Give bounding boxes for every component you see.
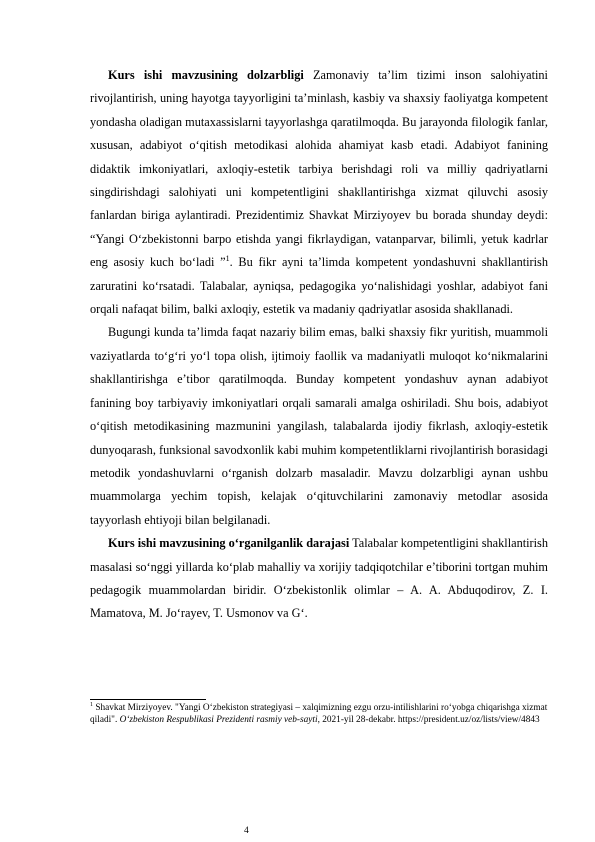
heading-relevance: Kurs ishi mavzusining dolzarbligi xyxy=(108,68,304,82)
footnote-source: O‘zbekiston Respublikasi Prezidenti rasmiy veb-sayti xyxy=(119,715,318,726)
footnote-number: 1 xyxy=(90,701,93,708)
footnote-reference[interactable]: 1 xyxy=(225,254,230,264)
relevance-text: Zamonaviy ta’lim tizimi inson salohiyatini rivojlantirish, uning hayotga tayyorligini ta’minlash, kasbiy va shaxsiy faoliyatga kompetent yondasha oladigan mutaxassislarni tayyorlashga qaratilmoqda. Bu jarayonda filologik fanlar, xususan, adabiyot o‘qitish metodikasi alohida ahamiyat kasb etadi. Adabiyot fanining didaktik imkoniyatlari, axloqiy-estetik tarbiya berishdagi roli va milliy qadriyatlarni singdirishdagi salohiyati uni kompetentligini shakllantirishga xizmat qiluvchi asosiy fanlardan biriga aylantiradi. Prezidentimiz Shavkat Mirziyoyev bu borada shunday deydi: “Yangi O‘zbekistonni barpo etishda yangi fikrlaydigan, vatanparvar, bilimli, yetuk kadrlar eng asosiy kuch bo‘ladi ” xyxy=(90,68,548,270)
footnote-divider xyxy=(90,699,206,700)
paragraph-relevance xyxy=(90,64,548,321)
footnote xyxy=(90,702,548,726)
footnote-date-url: , 2021-yil 28-dekabr. https://president.uz/oz/lists/view/4843 xyxy=(317,715,540,726)
page-number: 4 xyxy=(244,826,249,836)
paragraph-today: Bugungi kunda ta’limda faqat nazariy bilim emas, balki shaxsiy fikr yuritish, muammoli vaziyatlarda to‘g‘ri yo‘l topa olish, ijtimoiy faollik va madaniyatli muloqot ko‘nikmalarini shakllantirishga e’tibor qaratilmoqda. Bunday kompetent yondashuv aynan adabiyot fanining boy tarbiyaviy imkoniyatlari orqali samarali amalga oshiriladi. Shu bois, adabiyot o‘qitish metodikasining mazmunini yangilash, talabalarda ijodiy fikrlash, axloqiy-estetik dunyoqarash, funksional savodxonlik kabi muhim kompetentliklarni rivojlantirish borasidagi metodik yondashuvlarni o‘rganish dolzarb masaladir. Mavzu dolzarbligi aynan ushbu muammolarga yechim topish, kelajak o‘qituvchilarini zamonaviy metodlar asosida tayyorlash ehtiyoji bilan belgilanadi. xyxy=(90,325,548,527)
paragraph-study-level xyxy=(90,532,548,626)
page-body xyxy=(90,64,548,626)
study-level-text: Talabalar kompetentligini shakllantirish masalasi so‘nggi yillarda ko‘plab mahalliy va xorijiy tadqiqotchilar e’tiborini tortgan muhim pedagogik muammolardan biridir. O‘zbekistonlik olimlar – A. A. Abduqodirov, Z. I. Mamatova, M. Jo‘rayev, T. Usmonov va G‘. xyxy=(90,536,548,621)
relevance-text-continued: . Bu fikr ayni ta’limda kompetent yondashuvni shakllantirish zaruratini ko‘rsatadi. Talabalar, ayniqsa, pedagogika yo‘nalishidagi yoshlar, adabiyot fani orqali nafaqat bilim, balki axloqiy, estetik va madaniy qadriyatlar asosida shakllanadi. xyxy=(90,255,548,317)
footnote-text: Shavkat Mirziyoyev. "Yangi O‘zbekiston strategiyasi – xalqimizning ezgu orzu-intilishlarini ro‘yobga chiqarishga xizmat qiladi". xyxy=(90,703,548,726)
heading-study-level: Kurs ishi mavzusining o‘rganilganlik darajasi xyxy=(108,536,350,551)
